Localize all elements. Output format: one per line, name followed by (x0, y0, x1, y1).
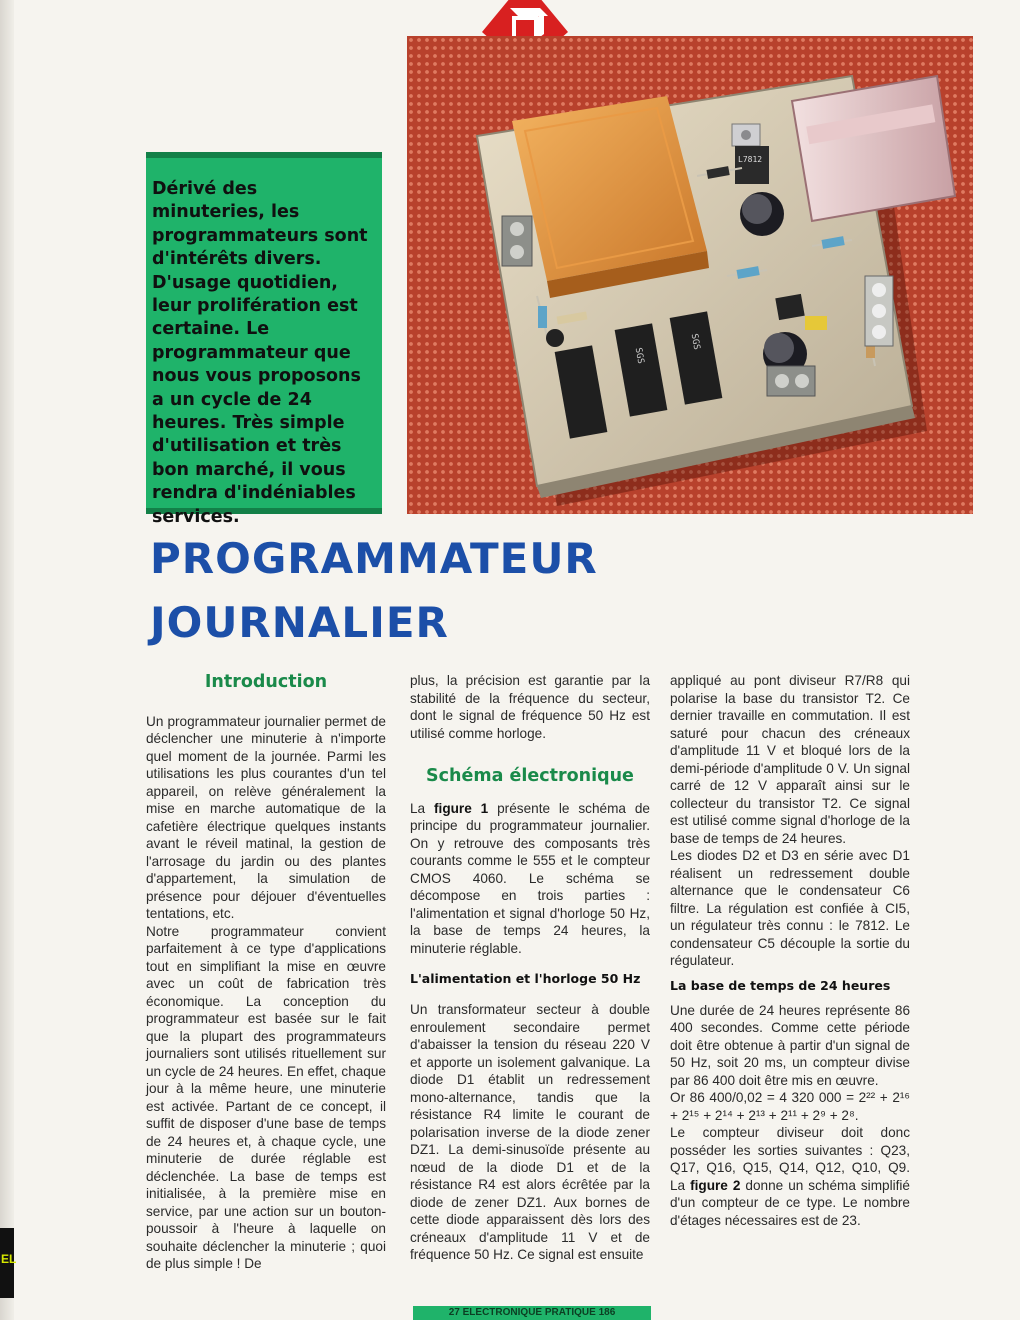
col3-p5-post: donne un schéma simplifié d'un compteur de ce type. Le nombre d'étages nécessaires est de 23. (670, 1177, 910, 1228)
subheading-base-de-temps: La base de temps de 24 heures (670, 977, 891, 993)
subheading-alimentation: L'alimentation et l'horloge 50 Hz (410, 971, 641, 986)
heading-introduction: Introduction (204, 672, 328, 692)
article-column-2 (410, 672, 650, 1264)
ic-label-1: SGS (632, 346, 646, 365)
article-column-3 (670, 672, 910, 1229)
intro-box (146, 152, 382, 527)
page-spine (0, 0, 17, 1320)
col2-p2-pre: La (410, 800, 435, 816)
col3-paragraph-1: appliqué au pont diviseur R7/R8 qui polarise la base du transistor T2. Ce dernier travaille en commutation. Il est saturé pour chacun des créneaux d'amplitude 11 V et bloqué lors de la demi-période d'amplitude 0 V. Un signal carré de 12 V apparaît ainsi sur le collecteur du transistor T2. Ce signal est utilisé comme signal d'horloge de la base de temps de 24 heures. (670, 673, 910, 846)
col3-paragraph-3: Une durée de 24 heures représente 86 400 secondes. Comme cette période doit être obtenue à partir d'un signal de 50 Hz, soit 20 ms, un compteur divise par 86 400 doit être mis en œuvre. (670, 1002, 910, 1088)
col2-paragraph-1: plus, la précision est garantie par la stabilité de la fréquence du secteur, dont le signal de fréquence 50 Hz est utilisé comme horloge. (410, 673, 650, 741)
figure-1-reference: figure 1 (434, 800, 489, 816)
regulator-label: L7812 (738, 155, 763, 164)
ic-label-2: SGS (688, 332, 702, 351)
figure-2-reference: figure 2 (690, 1177, 741, 1193)
col2-p2-post: présente le schéma de principe du programmateur journalier. On y retrouve des composants très courants comme le 555 et le compteur CMOS 4060. Le schéma se décompose en trois parties : l'alimentation et signal d'horloge 50 Hz, la base de temps 24 heures, la minuterie réglable. (410, 800, 650, 956)
intro-text: Dérivé des minuteries, les programmateurs sont d'intérêts divers. D'usage quotidien, leur prolifération est certaine. Le programmateur que nous vous proposons a un cycle de 24 heures. Très simple d'utilisation et très bon marché, il vous rendra d'indéniables services. (152, 179, 368, 527)
col3-paragraph-5 (670, 1124, 910, 1229)
col3-p5-pre: Le compteur diviseur doit donc posséder les sorties suivantes : Q23, Q17, Q16, Q15, Q14, Q12, Q10, Q9. La (670, 1125, 910, 1193)
article-title-line1: PROGRAMMATEUR (150, 534, 598, 583)
col3-paragraph-2: Les diodes D2 et D3 en série avec D1 réalisent un redressement double alternance que le condensateur C6 filtre. La régulation est confiée à CI5, un régulateur très connu : le 7812. Le condensateur C5 découple la sortie du régulateur. (670, 848, 910, 968)
col2-paragraph-2 (410, 800, 650, 958)
product-photo (407, 36, 973, 514)
col1-paragraph-1: Un programmateur journalier permet de déclencher une minuterie à n'importe quel moment de la journée. Parmi les utilisations les plus courantes d'un tel appareil, on relève généralement la mise en marche automatique de la cafetière électrique quelques instants avant le réveil matinal, la gestion de l'arrosage du jardin ou des plantes d'appartement, la simulation de présence pour déjouer d'éventuelles tentations, etc. (146, 713, 386, 921)
page-footer: 27 ELECTRONIQUE PRATIQUE 186 (413, 1306, 651, 1320)
article-column-1 (146, 672, 386, 1273)
heading-schema-electronique: Schéma électronique (426, 766, 634, 786)
circuit-board-illustration (407, 36, 973, 514)
section-tab (0, 1228, 17, 1298)
section-tab-label: EL (1, 1252, 17, 1266)
article-title-line2: JOURNALIER (150, 598, 449, 647)
col3-paragraph-4: Or 86 400/0,02 = 4 320 000 = 2²² + 2¹⁶ + 2¹⁵ + 2¹⁴ + 2¹³ + 2¹¹ + 2⁹ + 2⁸. (670, 1090, 910, 1123)
col2-paragraph-3: Un transformateur secteur à double enroulement secondaire permet d'abaisser la tension du réseau 220 V et apporte un isolement galvanique. La diode D1 établit un redressement mono-alternance, tandis que la résistance R4 limite le courant de polarisation inverse de la diode zener DZ1. La demi-sinusoïde présente au nœud de la diode D1 et de la résistance R4 est alors écrêtée par la diode de zener DZ1. Aux bornes de cette diode apparaissent dès lors des créneaux d'amplitude 11 V et de fréquence 50 Hz. Ce signal est ensuite (410, 1002, 650, 1262)
col1-paragraph-2: Notre programmateur convient parfaitement à ce type d'applications tout en simplifiant la mise en œuvre avec un coût de fabrication très économique. La conception du programmateur est basée sur le fait que la plupart des programmateurs journaliers sont utilisés rituellement sur un cycle de 24 heures. En effet, chaque jour à la même heure, une minuterie est activée. Partant de ce concept, il suffit de disposer d'une base de temps de 24 heures et, à chaque cycle, une minuterie de durée réglable est déclenchée. La base de temps est initialisée, à la première mise en service, par une action sur un bouton-poussoir à l'heure à laquelle on souhaite déclencher la minuterie ; quoi de plus simple ! De (146, 923, 386, 1271)
